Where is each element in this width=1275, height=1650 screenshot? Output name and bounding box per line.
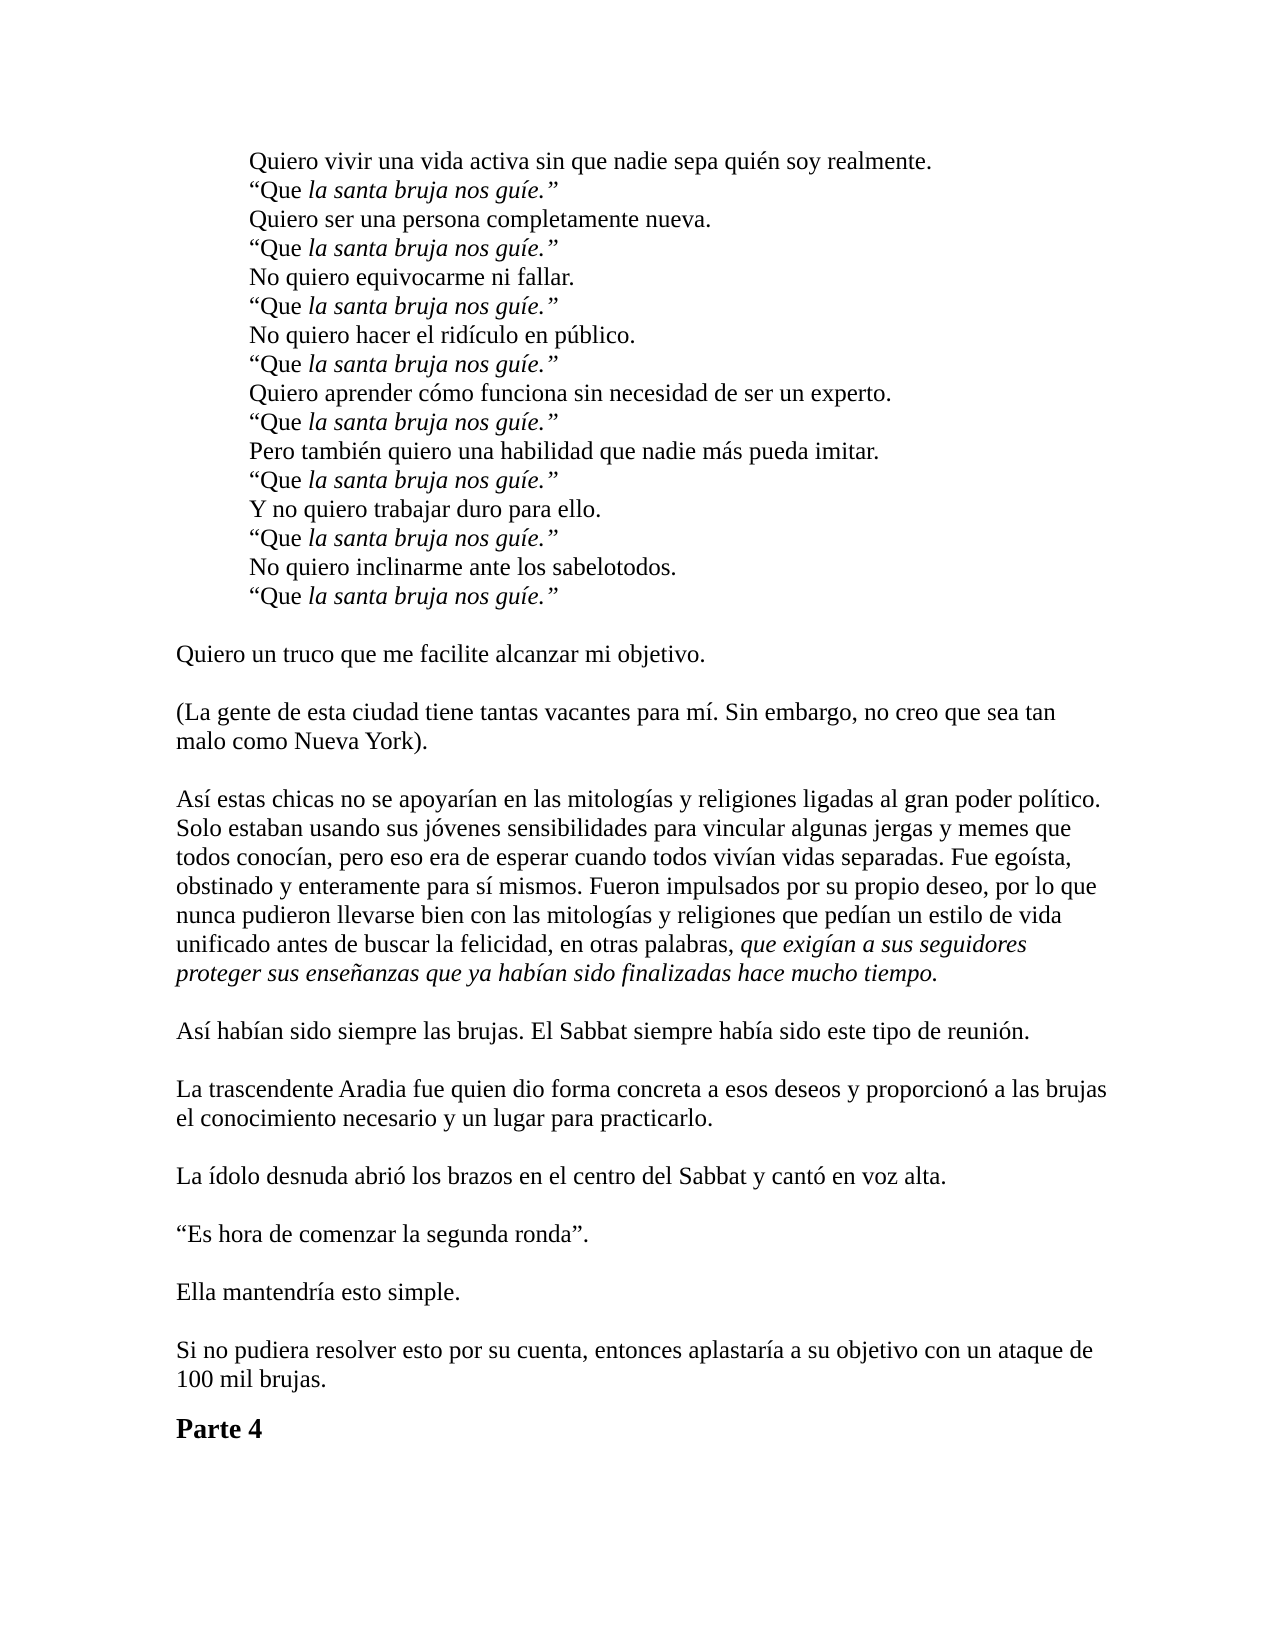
body-paragraph [176, 1220, 1111, 1249]
chant-block [249, 147, 1111, 611]
chant-italic-text: la santa bruja nos guíe.” [308, 177, 559, 204]
wish-line: Quiero ser una persona completamente nueva. [249, 206, 712, 233]
paragraph-run: Así habían sido siempre las brujas. El Sabbat siempre había sido este tipo de reunión. [176, 1018, 1030, 1045]
chant-italic-text: la santa bruja nos guíe.” [308, 409, 559, 436]
chant-line [249, 524, 1111, 553]
body-paragraph [176, 785, 1111, 988]
chant-prefix: “Que [249, 351, 308, 378]
chant-line [249, 350, 1111, 379]
section-heading: Parte 4 [176, 1414, 263, 1445]
chant-prefix: “Que [249, 525, 308, 552]
paragraph-run: (La gente de esta ciudad tiene tantas vacantes para mí. Sin embargo, no creo que sea tan malo como Nueva York). [176, 699, 1056, 755]
chant-line [249, 466, 1111, 495]
chant-line [249, 582, 1111, 611]
chant-line [249, 408, 1111, 437]
document-content [176, 147, 1111, 1446]
wish-line: No quiero inclinarme ante los sabelotodos. [249, 554, 677, 581]
wish-line: Quiero aprender cómo funciona sin necesidad de ser un experto. [249, 380, 892, 407]
body-paragraph [176, 1162, 1111, 1191]
chant-prefix: “Que [249, 177, 308, 204]
chant-italic-text: la santa bruja nos guíe.” [308, 235, 559, 262]
chant-line [249, 234, 1111, 263]
paragraph-run-italic: que exigían a sus seguidores proteger sus enseñanzas que ya habían sido finalizadas hace mucho tiempo. [176, 931, 1027, 987]
paragraph-run: “Es hora de comenzar la segunda ronda”. [176, 1221, 590, 1248]
wish-line: No quiero hacer el ridículo en público. [249, 322, 636, 349]
chant-italic-text: la santa bruja nos guíe.” [308, 583, 559, 610]
chant-prefix: “Que [249, 583, 308, 610]
chant-prefix: “Que [249, 235, 308, 262]
chant-line [249, 292, 1111, 321]
wish-line: No quiero equivocarme ni fallar. [249, 264, 575, 291]
body-paragraph [176, 1278, 1111, 1307]
chant-italic-text: la santa bruja nos guíe.” [308, 467, 559, 494]
paragraph-run: La ídolo desnuda abrió los brazos en el centro del Sabbat y cantó en voz alta. [176, 1163, 947, 1190]
chant-prefix: “Que [249, 293, 308, 320]
paragraph-run: Quiero un truco que me facilite alcanzar mi objetivo. [176, 641, 706, 668]
chant-italic-text: la santa bruja nos guíe.” [308, 351, 559, 378]
wish-line: Quiero vivir una vida activa sin que nadie sepa quién soy realmente. [249, 148, 933, 175]
chant-prefix: “Que [249, 467, 308, 494]
body-paragraph [176, 1336, 1111, 1394]
wish-line: Pero también quiero una habilidad que nadie más pueda imitar. [249, 438, 880, 465]
body-paragraphs [176, 640, 1111, 1394]
paragraph-run: Ella mantendría esto simple. [176, 1279, 461, 1306]
body-paragraph [176, 640, 1111, 669]
body-paragraph [176, 1075, 1111, 1133]
body-paragraph [176, 1017, 1111, 1046]
chant-italic-text: la santa bruja nos guíe.” [308, 293, 559, 320]
paragraph-run: Si no pudiera resolver esto por su cuenta, entonces aplastaría a su objetivo con un ataque de 100 mil brujas. [176, 1337, 1094, 1393]
paragraph-run: La trascendente Aradia fue quien dio forma concreta a esos deseos y proporcionó a las brujas el conocimiento necesario y un lugar para practicarlo. [176, 1076, 1107, 1132]
chant-line [249, 176, 1111, 205]
paragraph-run: Así estas chicas no se apoyarían en las mitologías y religiones ligadas al gran poder político. Solo estaban usando sus jóvenes sensibilidades para vincular algunas jergas y memes que todos conocían, pero eso era de esperar cuando todos vivían vidas separadas. Fue egoísta, obstinado y enteramente para sí mismos. Fueron impulsados por su propio deseo, por lo que nunca pudieron llevarse bien con las mitologías y religiones que pedían un estilo de vida unificado antes de buscar la felicidad, en otras palabras, [176, 786, 1101, 958]
chant-italic-text: la santa bruja nos guíe.” [308, 525, 559, 552]
chant-prefix: “Que [249, 409, 308, 436]
wish-line: Y no quiero trabajar duro para ello. [249, 496, 602, 523]
body-paragraph [176, 698, 1111, 756]
